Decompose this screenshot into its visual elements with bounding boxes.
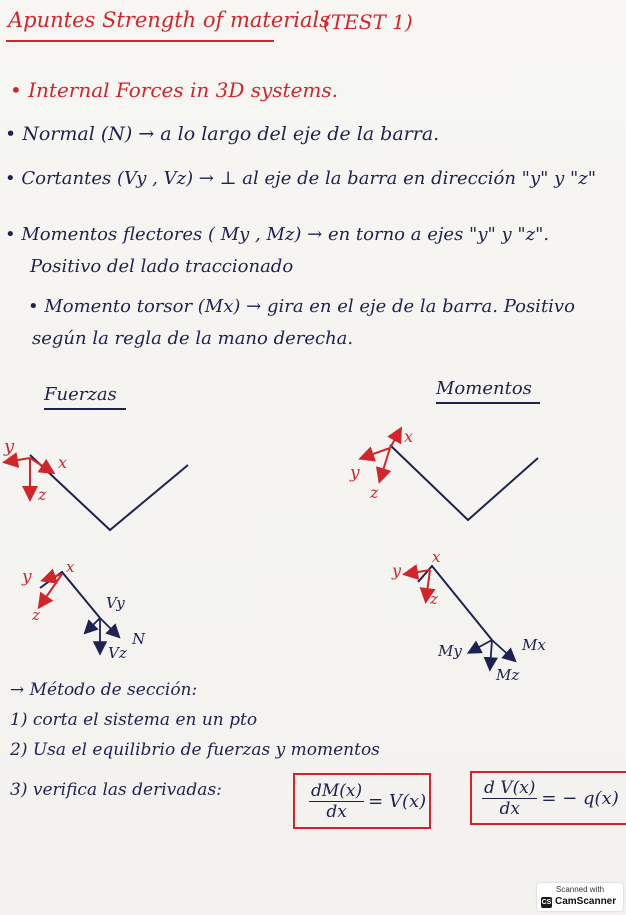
mx-label: Mx: [522, 636, 546, 654]
cut-m-y-label: y: [392, 561, 402, 580]
formula-dv-dx-rhs: = − q(x): [541, 787, 619, 809]
momentos-beam-top: [349, 427, 538, 520]
note-normal: • Normal (N) → a lo largo del eje de la barra.: [5, 123, 440, 145]
momentos-top-x-label: x: [404, 427, 414, 446]
mz-label: Mz: [496, 666, 520, 684]
momentos-top-y-label: y: [350, 463, 360, 483]
momentos-top-z-label: z: [370, 483, 379, 502]
vz-label: Vz: [108, 644, 127, 662]
cut-m-x-label: x: [432, 548, 441, 566]
metodo-seccion: → Método de sección:: [10, 680, 198, 700]
momentos-section-cut: [391, 548, 546, 684]
cut-z-label: z: [32, 606, 40, 624]
step-2: 2) Usa el equilibrio de fuerzas y momentos: [10, 740, 380, 760]
cut-y-label: y: [22, 567, 32, 587]
formula-dv-dx: [470, 771, 626, 825]
n-label: N: [132, 630, 146, 648]
stamp-line2: CamScanner: [555, 896, 617, 907]
camscanner-stamp: [537, 883, 623, 911]
step-3: 3) verifica las derivadas:: [10, 780, 222, 800]
my-label: My: [438, 642, 462, 660]
stamp-line1: Scanned with: [555, 885, 605, 894]
formula-dv-dx-denominator: dx: [499, 798, 520, 819]
fuerzas-heading: Fuerzas: [44, 384, 117, 405]
internal-forces-heading: • Internal Forces in 3D systems.: [10, 78, 339, 102]
cut-x-label: x: [66, 558, 75, 576]
momentos-heading: Momentos: [436, 378, 532, 399]
note-momentos-flectores: • Momentos flectores ( My , Mz) → en torno a ejes "y" y "z".: [5, 224, 550, 245]
fuerzas-beam-top: [3, 436, 188, 530]
page-title: Apuntes Strength of materials: [8, 8, 331, 32]
fuerzas-top-y-label: y: [4, 436, 15, 457]
fuerzas-top-z-label: z: [38, 485, 47, 504]
formula-dm-dx-denominator: dx: [326, 801, 347, 822]
formula-dm-dx: [293, 773, 431, 829]
cut-m-z-label: z: [430, 590, 438, 608]
formula-dv-dx-numerator: d V(x): [484, 777, 536, 798]
note-regla-mano: según la regla de la mano derecha.: [32, 328, 354, 349]
note-cortantes: • Cortantes (Vy , Vz) → ⊥ al eje de la barra en dirección "y" y "z": [5, 168, 597, 189]
formula-dv-dx-fraction: [482, 778, 537, 819]
test-label: (TEST 1): [323, 10, 413, 34]
note-momentos-positivo: Positivo del lado traccionado: [30, 256, 294, 277]
note-momento-torsor: • Momento torsor (Mx) → gira en el eje de la barra. Positivo: [28, 296, 575, 317]
formula-dm-dx-fraction: [309, 781, 364, 822]
step-1: 1) corta el sistema en un pto: [10, 710, 258, 730]
formula-dm-dx-rhs: = V(x): [368, 790, 427, 812]
formula-dm-dx-numerator: dM(x): [311, 780, 363, 801]
vy-label: Vy: [106, 594, 125, 612]
fuerzas-section-cut: [21, 558, 146, 662]
camscanner-icon: CS: [541, 899, 552, 906]
fuerzas-top-x-label: x: [58, 453, 68, 472]
